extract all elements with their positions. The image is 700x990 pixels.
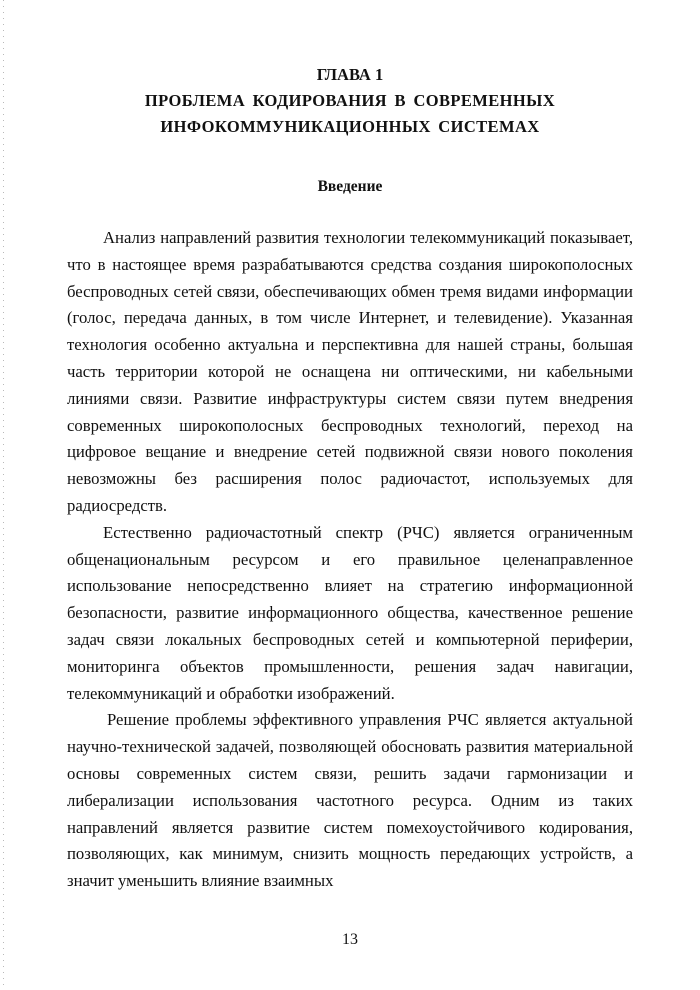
paragraph: Анализ направлений развития технологии телекоммуникаций показывает, что в настоящее время разрабатываются средства создания широкополосных беспроводных сетей связи, обеспечивающих обмен тремя видами информации (голос, передача данных, в том числе Интернет, и телевидение). Указанная технология особенно актуальна и перспективна для нашей страны, большая часть территории которой не оснащена ни оптическими, ни кабельными линиями связи. Развитие инфраструктуры систем связи путем внедрения современных широкополосных беспроводных технологий, переход на цифровое вещание и внедрение сетей подвижной связи нового поколения невозможны без расширения полос радиочастот, используемых для радиосредств. [67,228,633,515]
chapter-number: ГЛАВА 1 [316,65,384,84]
paragraph: Естественно радиочастотный спектр (РЧС) является ограниченным общенациональным ресурсом и его правильное целенаправленное использование непосредственно влияет на стратегию информационной безопасности, развитие информационного общества, качественное решение задач связи локальных беспроводных сетей и компьютерной периферии, мониторинга объектов промышленности, решения задач навигации, телекоммуникаций и обработки изображений. [67,522,633,703]
paragraph: Решение проблемы эффективного управления РЧС является актуальной научно-технической задачей, позволяющей обосновать развития материальной основы современных систем связи, решить задачи гармонизации и либерализации использования частотного ресурса. Одним из таких направлений является развитие систем помехоустойчивого кодирования, позволяющих, как минимум, снизить мощность передающих устройств, а значит уменьшить влияние взаимных [67,710,633,891]
body-text [67,225,633,895]
page-number: 13 [342,931,358,948]
scan-edge-dots [3,0,4,990]
document-page [67,62,633,895]
chapter-title-line-1: ПРОБЛЕМА КОДИРОВАНИЯ В СОВРЕМЕННЫХ [144,91,556,110]
section-title: Введение [317,178,383,195]
chapter-heading [67,62,633,140]
chapter-title-line-2: ИНФОКОММУНИКАЦИОННЫХ СИСТЕМАХ [160,117,540,136]
